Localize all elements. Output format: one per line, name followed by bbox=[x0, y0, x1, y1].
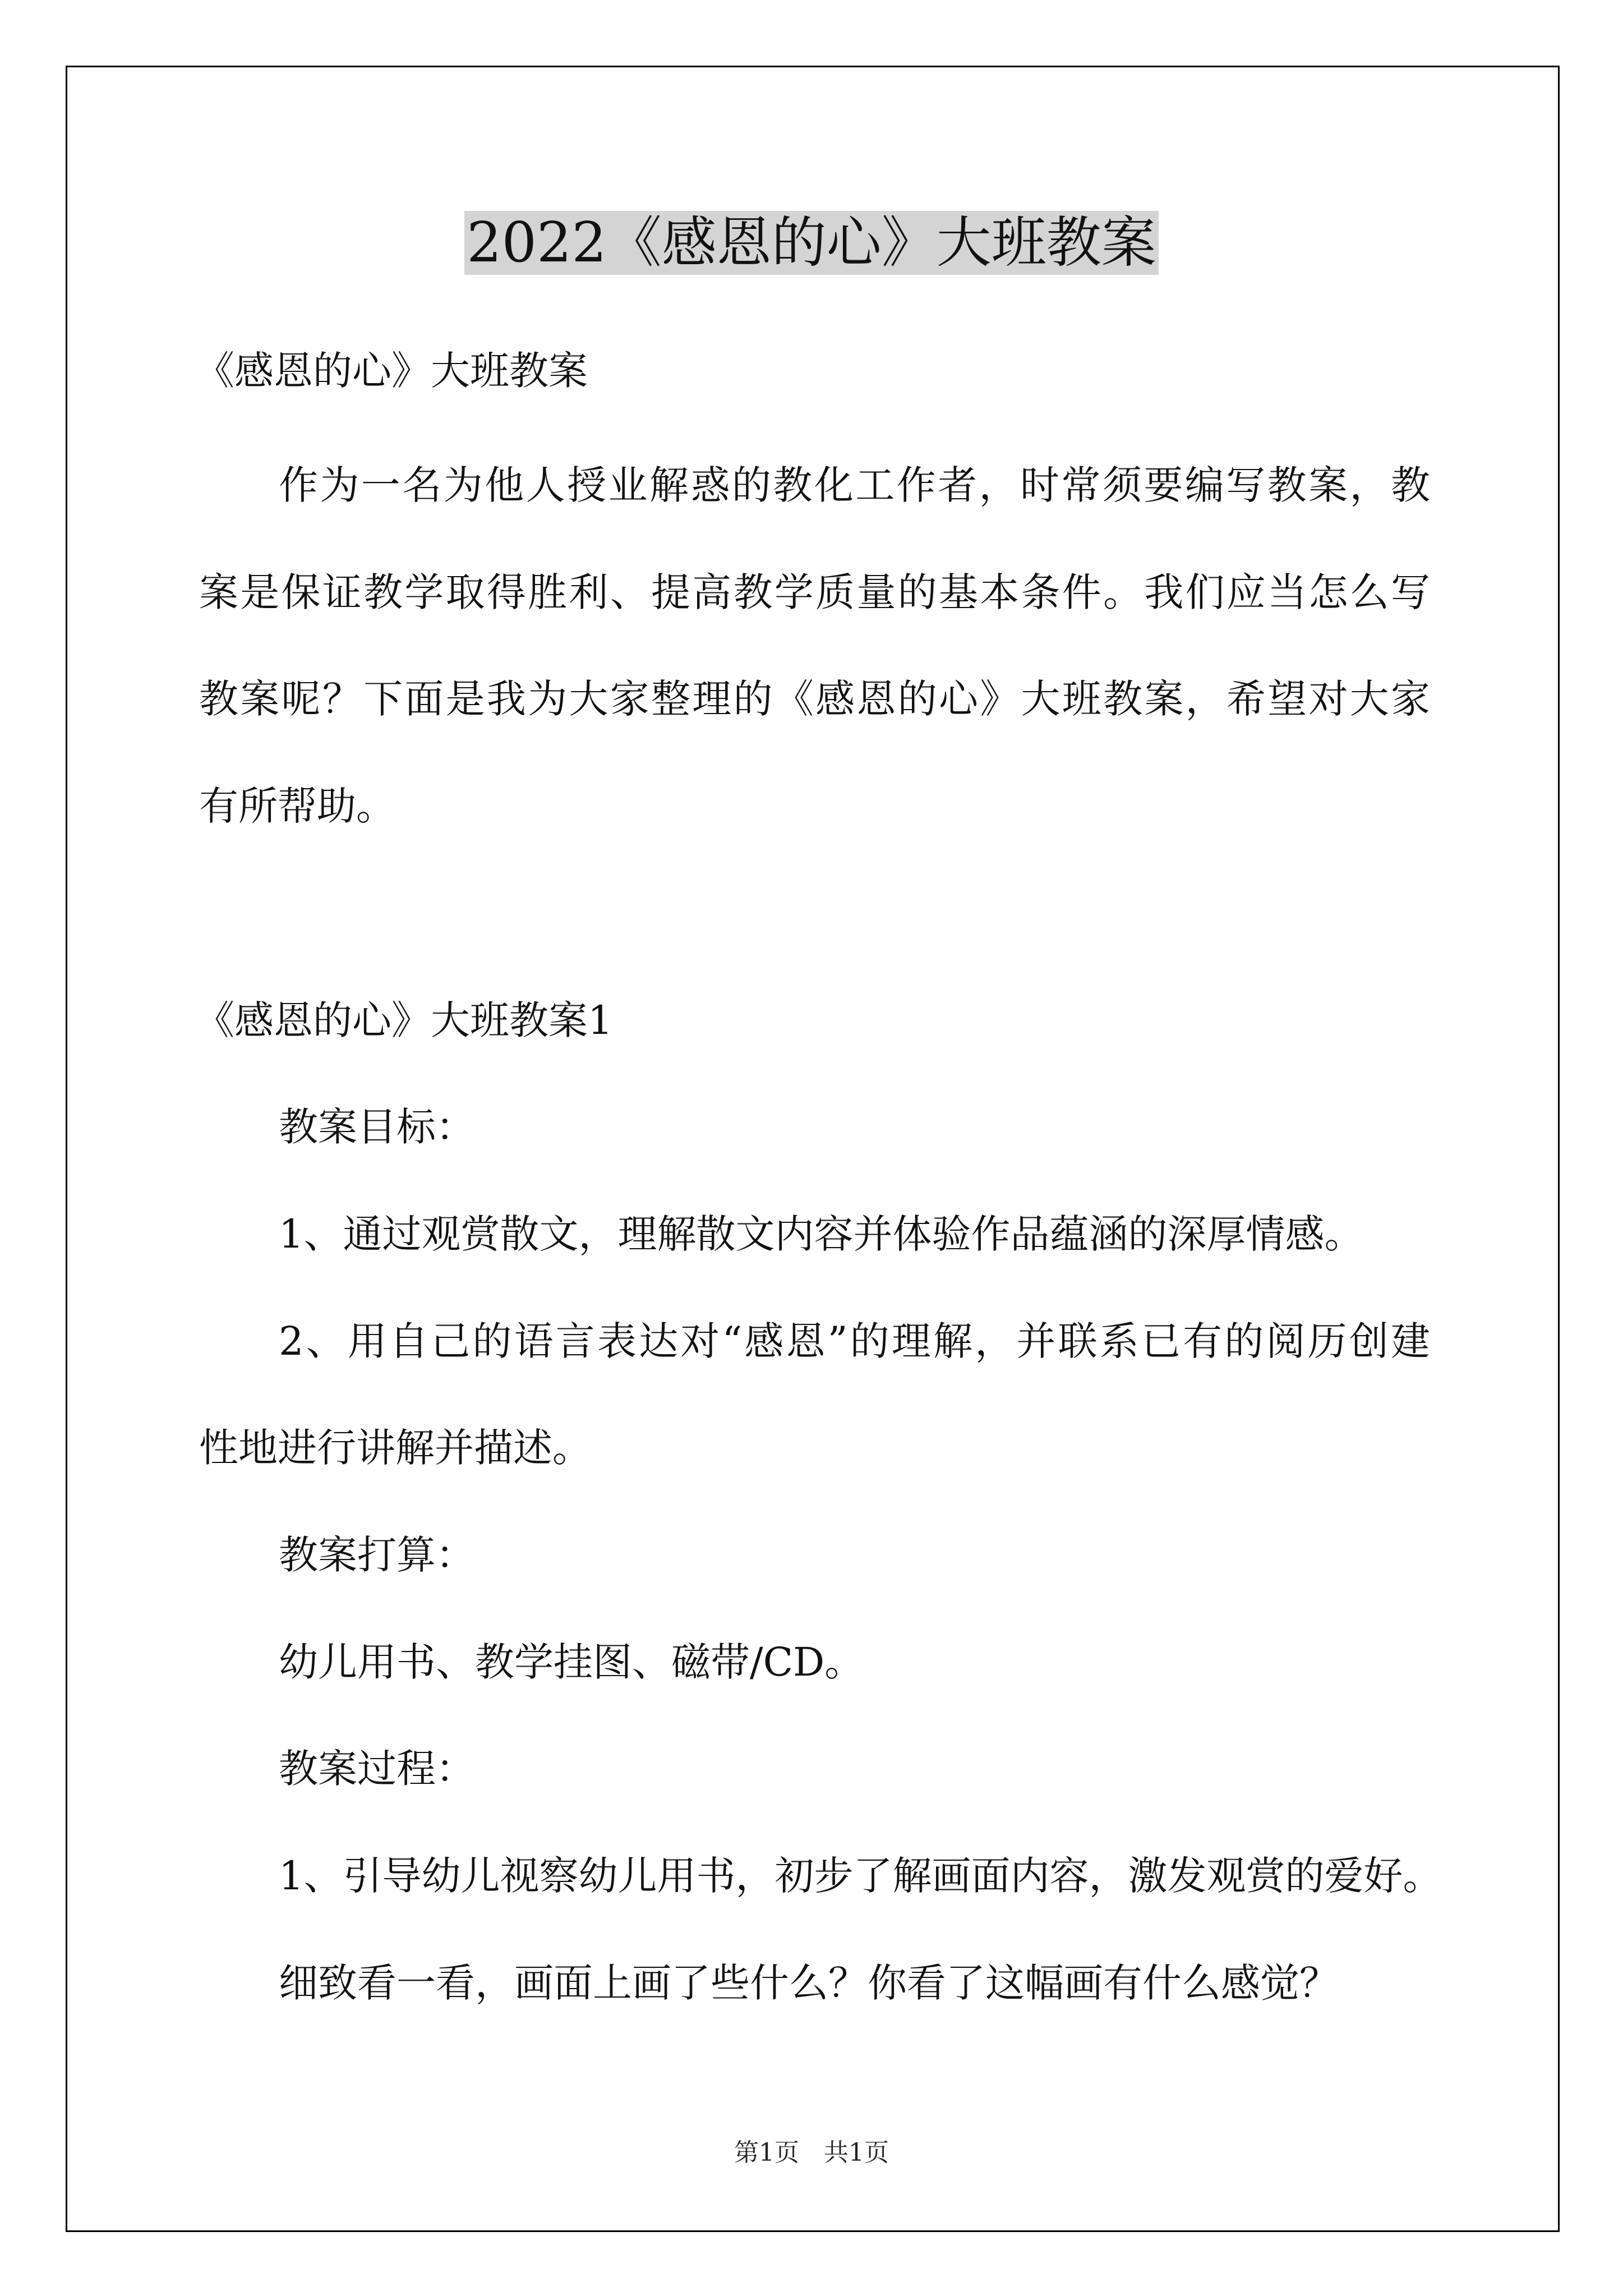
prep-items: 幼儿用书、教学挂图、磁带/CD。 bbox=[279, 1639, 864, 1685]
goal-item-1: 1、通过观赏散文，理解散文内容并体验作品蕴涵的深厚情感。 bbox=[279, 1211, 1364, 1257]
section-heading: 《感恩的心》大班教案1 bbox=[195, 997, 613, 1043]
intro-line-2: 案是保证教学取得胜利、提高教学质量的基本条件。我们应当怎么写 bbox=[199, 569, 1430, 615]
prep-heading: 教案打算： bbox=[279, 1532, 475, 1578]
page-number: 第1页 共1页 bbox=[734, 2138, 889, 2167]
goal-heading: 教案目标： bbox=[279, 1104, 475, 1150]
intro-line-4: 有所帮助。 bbox=[199, 783, 395, 829]
process-item-1: 1、引导幼儿视察幼儿用书，初步了解画面内容，激发观赏的爱好。 bbox=[279, 1853, 1442, 1899]
process-question: 细致看一看，画面上画了些什么？你看了这幅画有什么感觉？ bbox=[279, 1960, 1339, 2006]
goal-item-2-line-2: 性地进行讲解并描述。 bbox=[199, 1425, 592, 1471]
document-title: 2022《感恩的心》大班教案 bbox=[0, 204, 1623, 282]
intro-line-3: 教案呢？下面是我为大家整理的《感恩的心》大班教案，希望对大家 bbox=[199, 676, 1430, 722]
process-heading: 教案过程： bbox=[279, 1746, 475, 1792]
intro-line-1: 作为一名为他人授业解惑的教化工作者，时常须要编写教案，教 bbox=[279, 462, 1430, 508]
goal-item-2-line-1: 2、用自己的语言表达对“感恩”的理解，并联系已有的阅历创建 bbox=[279, 1318, 1430, 1364]
subtitle: 《感恩的心》大班教案 bbox=[195, 348, 588, 394]
